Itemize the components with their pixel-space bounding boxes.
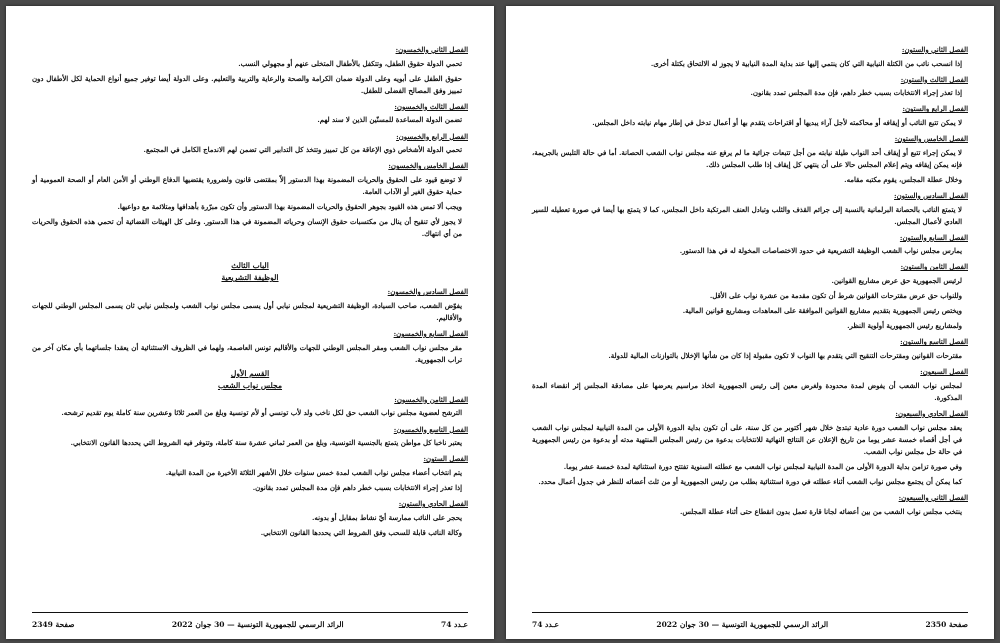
journal-page-right bbox=[506, 6, 994, 639]
article-paragraph: ويجب ألا تمس هذه القيود بجوهر الحقوق والحريات المضمونة بهذا الدستور وأن تكون مبرّرة بأهدافها ومتلائمة مع دواعيها. bbox=[117, 203, 462, 212]
article-paragraph: إذا تعذر إجراء الانتخابات بسبب خطر داهم، فإن مدة المجلس تمدد بقانون. bbox=[750, 89, 962, 98]
article-paragraph: لمجلس نواب الشعب أن يفوض لمدة محدودة ولغرض معين إلى رئيس الجمهورية اتخاذ مراسيم يعرضها على مصادقة المجلس إثر انقضاء المدة المذكورة. bbox=[532, 381, 962, 402]
article-heading: الفصل الثاني والخمسون: bbox=[395, 46, 468, 54]
article-paragraph: لا يمكن إجراء تتبع أو إيقاف أحد النواب طيلة نيابته من أجل تتبعات جزائية ما لم يرفع عنه مجلس نواب الشعب الحصانة. أما في حالة التلبس بالجريمة، فإنه يمكن إيقافه ويتم إعلام المجلس حالا على أن ينتهي كل إيقاف إذا طلب المجلس ذلك. bbox=[532, 148, 962, 169]
article-paragraph: يفوّض الشعب، صاحب السيادة، الوظيفة التشريعية لمجلس نيابي أول يسمى مجلس نواب الشعب ولمجلس نيابي ثان يسمى المجلس الوطني للجهات والأقاليم. bbox=[32, 301, 462, 322]
issue-number: عـدد 74 bbox=[441, 620, 468, 629]
article-heading: الفصل الخامس والخمسون: bbox=[388, 162, 468, 171]
article-paragraph: وللنواب حق عرض مقترحات القوانين شرط أن تكون مقدمة من عشرة نواب على الأقل. bbox=[709, 292, 962, 301]
article-paragraph: الترشح لعضوية مجلس نواب الشعب حق لكل ناخب ولد لأب تونسي أو لأم تونسية وبلغ من العمر ثلاثا وعشرين سنة كاملة يوم تقديم ترشحه. bbox=[61, 409, 462, 418]
spacer bbox=[32, 243, 468, 259]
section-title: الباب الثالث bbox=[231, 261, 269, 271]
page-footer bbox=[532, 612, 968, 629]
article-heading: الفصل الثاني والسبعون: bbox=[898, 493, 968, 502]
article-heading: الفصل الثامن والخمسون: bbox=[394, 395, 468, 404]
article-heading: الفصل الستون: bbox=[423, 455, 468, 464]
article-heading: الفصل السابع والخمسون: bbox=[393, 330, 468, 339]
article-paragraph: تحمي الدولة الأشخاص ذوي الإعاقة من كل تمييز وتتخذ كل التدابير التي تضمن لهم الاندماج الكامل في المجتمع. bbox=[143, 146, 462, 155]
article-paragraph: مقر مجلس نواب الشعب ومقر المجلس الوطني للجهات والأقاليم تونس العاصمة، ولهما في الظروف الاستثنائية أن يعقدا جلساتهما بأي مكان آخر من تراب الجمهورية. bbox=[32, 343, 462, 364]
section-title: الوظيفة التشريعية bbox=[221, 273, 279, 283]
article-paragraph: لرئيس الجمهورية حق عرض مشاريع القوانين. bbox=[831, 277, 962, 286]
article-paragraph: لا يتمتع النائب بالحصانة البرلمانية بالنسبة إلى جرائم القذف والثلب وتبادل العنف المرتكبة داخل المجلس، كما لا يتمتع بها أيضا في صورة تعطيله للسير العادي لأعمال المجلس. bbox=[532, 205, 962, 226]
article-heading: الفصل التاسع والستون: bbox=[900, 338, 968, 347]
page-footer bbox=[32, 612, 468, 629]
article-paragraph: لا يجوز لأي تنقيح أن ينال من مكتسبات حقوق الإنسان وحرياته المضمونة في هذا الدستور. وعلى كل الهيئات القضائية أن تحمي هذه الحقوق والحريات من أي انتهاك. bbox=[32, 218, 462, 239]
article-paragraph: يمارس مجلس نواب الشعب الوظيفة التشريعية في حدود الاختصاصات المخولة له في هذا الدستور. bbox=[679, 247, 962, 256]
article-paragraph: وخلال عطلة المجلس، يقوم مكتبه مقامه. bbox=[844, 175, 962, 184]
article-paragraph: حقوق الطفل على أبويه وعلى الدولة ضمان الكرامة والصحة والرعاية والتربية والتعليم. وعلى الدولة أيضا توفير جميع أنواع الحماية لكل الأطفال دون تمييز وفق المصالح الفضلى للطفل. bbox=[32, 74, 462, 95]
issue-number: عـدد 74 bbox=[532, 620, 559, 629]
section-title: مجلس نواب الشعب bbox=[217, 380, 283, 390]
article-paragraph: إذا تعذر إجراء الانتخابات بسبب خطر داهم فإن مدة المجلس تمدد بقانون. bbox=[252, 483, 462, 492]
article-heading: الفصل الثامن والستون: bbox=[900, 263, 968, 272]
article-heading: الفصل السابع والستون: bbox=[899, 233, 968, 242]
journal-title: الرائد الرسمي للجمهورية التونسية — 30 جوان 2022 bbox=[656, 620, 829, 629]
article-paragraph: يتم انتخاب أعضاء مجلس نواب الشعب لمدة خمس سنوات خلال الأشهر الثلاثة الأخيرة من المدة النيابية. bbox=[165, 468, 462, 477]
article-heading: الفصل الخامس والستون: bbox=[894, 135, 968, 144]
article-paragraph: ولمشاريع رئيس الجمهورية أولوية النظر. bbox=[847, 322, 962, 331]
article-paragraph: لا توضع قيود على الحقوق والحريات المضمونة بهذا الدستور إلاّ بمقتضى قانون ولضرورة يقتضيها الدفاع الوطني أو الأمن العام أو الصحة العمومية أو حماية حقوق الغير أو الآداب العامة. bbox=[32, 175, 462, 196]
journal-page-left bbox=[6, 6, 494, 639]
article-heading: الفصل الحادي والستون: bbox=[398, 500, 468, 509]
article-paragraph: كما يمكن أن يجتمع مجلس نواب الشعب أثناء عطلته في دورة استثنائية بطلب من رئيس الجمهورية أو من ثلث أعضائه للنظر في جدول أعمال محدد. bbox=[538, 477, 962, 486]
article-heading: الفصل السادس والستون: bbox=[894, 191, 968, 200]
article-heading: الفصل الحادي والسبعون: bbox=[895, 409, 968, 418]
article-paragraph: وكالة النائب قابلة للسحب وفق الشروط التي يحددها القانون الانتخابي. bbox=[260, 528, 462, 537]
article-heading: الفصل الرابع والخمسون: bbox=[396, 132, 468, 141]
article-heading: الفصل الثاني والستون: bbox=[901, 46, 968, 54]
article-paragraph: يحجر على النائب ممارسة أيّ نشاط بمقابل أو بدونه. bbox=[312, 513, 462, 522]
page-text-body bbox=[32, 40, 468, 609]
article-heading: الفصل الثالث والستون: bbox=[900, 75, 968, 84]
article-paragraph: مقترحات القوانين ومقترحات التنقيح التي يتقدم بها النواب لا تكون مقبولة إذا كان من شأنها الإخلال بالتوازنات المالية للدولة. bbox=[608, 352, 962, 361]
article-heading: الفصل التاسع والخمسون: bbox=[393, 425, 468, 434]
article-paragraph: تحمي الدولة حقوق الطفل، وتتكفل بالأطفال المتخلى عنهم أو مجهولي النسب. bbox=[238, 59, 462, 68]
article-paragraph: يعتبر ناخبا كل مواطن يتمتع بالجنسية التونسية، وبلغ من العمر ثماني عشرة سنة كاملة، وتتوفر فيه الشروط التي يحددها القانون الانتخابي. bbox=[70, 439, 462, 448]
article-paragraph: إذا انسحب نائب من الكتلة النيابية التي كان ينتمي إليها عند بداية المدة النيابية لا يجوز له الالتحاق بكتلة أخرى. bbox=[650, 59, 962, 68]
article-paragraph: وفي صورة تزامن بداية الدورة الأولى من المدة النيابية لمجلس نواب الشعب مع عطلته السنوية تفتتح دورة استثنائية لمدة خمسة عشر يوما. bbox=[563, 462, 962, 471]
article-paragraph: ويختص رئيس الجمهورية بتقديم مشاريع القوانين الموافقة على المعاهدات ومشاريع قوانين المالية. bbox=[682, 307, 962, 316]
page-number: صفحة 2350 bbox=[925, 620, 968, 629]
article-heading: الفصل السادس والخمسون: bbox=[387, 288, 468, 297]
section-title: القسم الأول bbox=[230, 368, 270, 378]
journal-title: الرائد الرسمي للجمهورية التونسية — 30 جوان 2022 bbox=[171, 620, 344, 629]
article-paragraph: لا يمكن تتبع النائب أو إيقافه أو محاكمته لأجل آراء يبديها أو اقتراحات يتقدم بها أو أعمال تدخل في إطار مهام نيابته داخل المجلس. bbox=[592, 119, 962, 128]
page-number: صفحة 2349 bbox=[32, 620, 75, 629]
article-paragraph: تضمن الدولة المساعدة للمسنّين الذين لا سند لهم. bbox=[317, 116, 462, 125]
article-heading: الفصل السبعون: bbox=[920, 368, 968, 377]
article-heading: الفصل الرابع والستون: bbox=[902, 105, 968, 114]
page-text-body bbox=[532, 40, 968, 609]
article-paragraph: يعقد مجلس نواب الشعب دورة عادية تبتدئ خلال شهر أكتوبر من كل سنة، على أن تكون بداية الدورة الأولى من المدة النيابية لمجلس نواب الشعب في أجل أقصاه خمسة عشر يوما من تاريخ الإعلان عن النتائج النهائية للانتخابات بدعوة من رئيس المجلس المنتهية مدته أو بدعوة من رئيس الجمهورية في حالة حل مجلس نواب الشعب. bbox=[532, 423, 962, 456]
article-heading: الفصل الثالث والخمسون: bbox=[394, 102, 468, 111]
article-paragraph: ينتخب مجلس نواب الشعب من بين أعضائه لجانا قارة تعمل بدون انقطاع حتى أثناء عطلة المجلس. bbox=[679, 507, 962, 516]
